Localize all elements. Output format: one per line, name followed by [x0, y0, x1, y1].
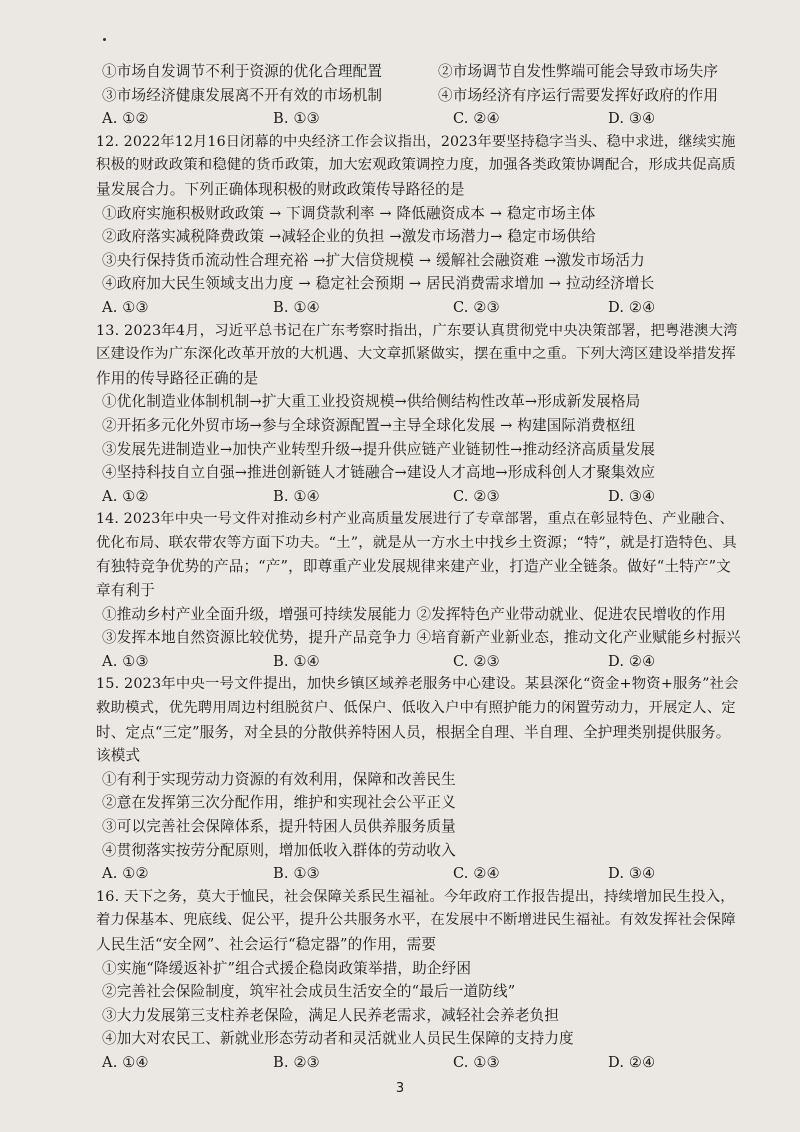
option-3: ③发展先进制造业→加快产业转型升级→提升供应链产业链韧性→推动经济高质量发展: [102, 440, 656, 458]
choice-d: D. ③④: [608, 110, 656, 128]
choice-a: A. ①②: [102, 487, 149, 505]
option-3: ③可以完善社会保障体系，提升特困人员供养服务质量: [102, 818, 456, 835]
choice-d: D. ②④: [608, 298, 656, 316]
answer-choices: [96, 296, 742, 320]
option-2: ②意在发挥第三次分配作用，维护和实现社会公平正义: [102, 794, 456, 812]
choice-a: A. ①②: [102, 110, 149, 128]
scan-speck: [103, 38, 106, 41]
question-15: [96, 673, 742, 885]
choice-d: D. ③④: [608, 487, 656, 505]
option-3: ③央行保持货币流动性合理充裕 →扩大信贷规模 → 缓解社会融资难 →激发市场活力: [102, 251, 645, 269]
option-3: ③市场经济健康发展离不开有效的市场机制: [102, 86, 383, 104]
question-stem-line: 有独特竞争优势的产品；“产”，即尊重产业发展规律来建产业，打造产业全链条。做好“土特产”文: [96, 558, 731, 576]
choice-b: B. ①③: [273, 865, 320, 883]
answer-choices: [96, 485, 742, 509]
question-stem-line: 着力保基本、兜底线、促公平，提升公共服务水平，在发展中不断增进民生福祉。有效发挥社会保障: [96, 912, 736, 929]
answer-choices: [96, 1051, 742, 1075]
option-row: [96, 60, 742, 84]
question-stem-line: 12. 2022年12月16日闭幕的中央经济工作会议指出，2023年要坚持稳字当头、稳中求进，继续实施: [96, 133, 736, 150]
question-stem-line: 积极的财政政策和稳健的货币政策，加大宏观政策调控力度，加强各类政策协调配合，形成共促高质: [96, 157, 736, 174]
choice-c: C. ②④: [453, 865, 500, 883]
option-2: ②完善社会保险制度，筑牢社会成员生活安全的“最后一道防线”: [102, 983, 516, 1001]
choice-c: C. ①③: [453, 1053, 500, 1071]
choice-a: A. ①②: [102, 865, 149, 883]
question-stem-line: 作用的传导路径正确的是: [96, 369, 259, 387]
question-stem-line: 15. 2023年中央一号文件提出，加快乡镇区域养老服务中心建设。某县深化“资金+物资+服务”社会: [96, 676, 739, 693]
answer-choices: [96, 650, 742, 674]
option-1: ①有利于实现劳动力资源的有效利用，保障和改善民生: [102, 770, 456, 788]
option-4: ④贯彻落实按劳分配原则，增加低收入群体的劳动收入: [102, 841, 456, 859]
option-3: ③大力发展第三支柱养老保险，满足人民养老需求，减轻社会养老负担: [102, 1006, 560, 1024]
question-11-options: [96, 60, 742, 131]
question-stem-line: 时、定点“三定”服务，对全县的分散供养特困人员，根据全自理、半自理、全护理类别提供服务。: [96, 723, 731, 741]
question-stem-line: 14. 2023年中央一号文件对推动乡村产业高质量发展进行了专章部署，重点在彰显特色、产业融合、: [96, 511, 734, 528]
choice-b: B. ①③: [273, 110, 320, 128]
question-stem-line: 16. 天下之务，莫大于恤民，社会保障关系民生福祉。今年政府工作报告提出，持续增加民生投入，: [96, 888, 735, 905]
choice-b: B. ②③: [273, 1053, 320, 1071]
choice-d: D. ②④: [608, 1053, 656, 1071]
question-stem-line: 该模式: [96, 747, 141, 765]
question-stem-line: 区建设作为广东深化改革开放的大机遇、大文章抓紧做实，摆在重中之重。下列大湾区建设举措发挥: [96, 346, 736, 363]
answer-choices: [96, 107, 742, 131]
question-stem-line: 13. 2023年4月，习近平总书记在广东考察时指出，广东要认真贯彻党中央决策部署，把粤港澳大湾: [96, 322, 738, 339]
option-row: ③发挥本地自然资源比较优势，提升产品竞争力 ④培育新产业新业态，推动文化产业赋能乡村振兴: [102, 629, 741, 647]
choice-c: C. ②③: [453, 298, 500, 316]
option-2: ②开拓多元化外贸市场→参与全球资源配置→主导全球化发展 → 构建国际消费枢纽: [102, 416, 636, 434]
question-16: [96, 886, 742, 1075]
option-1: ①政府实施积极财政政策 → 下调贷款利率 → 降低融资成本 → 稳定市场主体: [102, 204, 596, 222]
choice-c: C. ②③: [453, 652, 500, 670]
option-1: ①优化制造业体制机制→扩大重工业投资规模→供给侧结构性改革→形成新发展格局: [102, 393, 641, 411]
option-1: ①实施“降缓返补扩”组合式援企稳岗政策举措，助企纾困: [102, 959, 472, 977]
choice-b: B. ①④: [273, 298, 320, 316]
option-4: ④加大对农民工、新就业形态劳动者和灵活就业人员民生保障的支持力度: [102, 1030, 574, 1048]
question-stem-line: 章有利于: [96, 582, 155, 600]
option-4: ④市场经济有序运行需要发挥好政府的作用: [438, 86, 719, 104]
choice-a: A. ①③: [102, 298, 149, 316]
option-row: [96, 84, 742, 108]
option-2: ②市场调节自发性弊端可能会导致市场失序: [438, 63, 719, 80]
choice-a: A. ①④: [102, 1053, 149, 1071]
option-row: ①推动乡村产业全面升级，增强可持续发展能力 ②发挥特色产业带动就业、促进农民增收的作用: [102, 605, 727, 623]
option-4: ④政府加大民生领域支出力度 → 稳定社会预期 → 居民消费需求增加 → 拉动经济增长: [102, 275, 655, 293]
choice-d: D. ③④: [608, 865, 656, 883]
answer-choices: [96, 862, 742, 886]
question-stem-line: 救助模式，优先聘用周边村组脱贫户、低保户、低收入户中有照护能力的闲置劳动力，开展定人、定: [96, 700, 736, 717]
choice-c: C. ②③: [453, 487, 500, 505]
option-4: ④坚持科技自立自强→推进创新链人才链融合→建设人才高地→形成科创人才聚集效应: [102, 464, 656, 482]
question-14: [96, 508, 742, 673]
choice-a: A. ①③: [102, 652, 149, 670]
question-12: [96, 131, 742, 320]
choice-d: D. ②④: [608, 652, 656, 670]
option-2: ②政府落实减税降费政策 →减轻企业的负担 →激发市场潜力→ 稳定市场供给: [102, 228, 596, 246]
question-stem-line: 量发展合力。下列正确体现积极的财政政策传导路径的是: [96, 180, 465, 198]
page-number: 3: [395, 1081, 405, 1096]
choice-b: B. ①④: [273, 487, 320, 505]
choice-c: C. ②④: [453, 110, 500, 128]
question-stem-line: 优化布局、联农带农等方面下功夫。“土”，就是从一方水土中找乡土资源；“特”，就是打造特色、具: [96, 534, 737, 551]
option-1: ①市场自发调节不利于资源的优化合理配置: [102, 63, 383, 80]
question-stem-line: 人民生活“安全网”、社会运行“稳定器”的作用，需要: [96, 935, 437, 953]
choice-b: B. ①④: [273, 652, 320, 670]
question-13: [96, 320, 742, 509]
